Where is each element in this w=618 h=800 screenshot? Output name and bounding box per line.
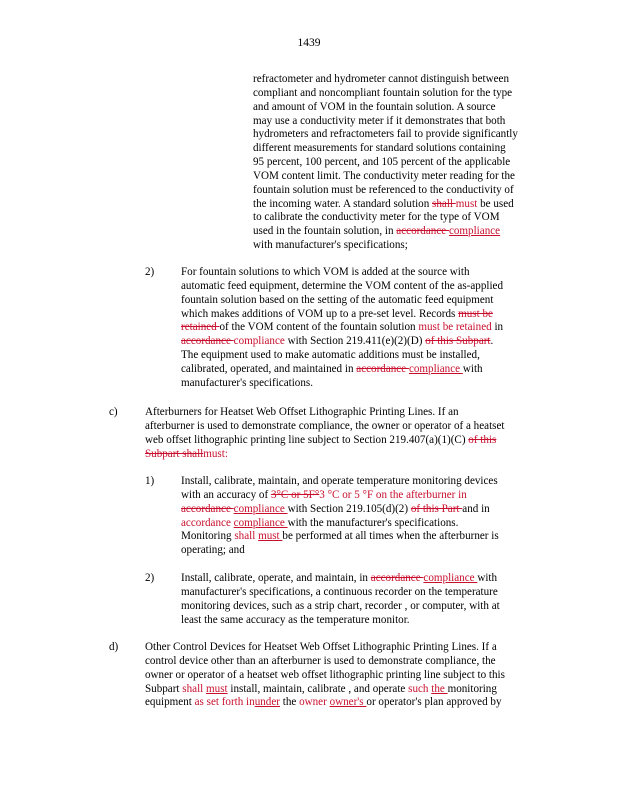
text-line: hydrometers and refractometers fail to provide significantly <box>253 128 518 141</box>
continuation-paragraph <box>253 73 518 253</box>
deleted-text: of this Part <box>410 502 463 515</box>
section-label: d) <box>109 641 119 653</box>
text-line: owner or operator of a heatset web offset lithographic printing line subject to this <box>145 668 505 681</box>
text-line: For fountain solutions to which VOM is added at the source with <box>181 266 470 278</box>
text-run: which makes additions of VOM up to a pre-set level. Records <box>181 307 459 320</box>
text-run: of the VOM content of the fountain solution <box>219 321 419 334</box>
deleted-text: must be <box>458 307 493 320</box>
deleted-text: shall <box>432 197 456 210</box>
text-run: equipment <box>145 696 195 709</box>
text-line <box>181 308 503 322</box>
text-line: to calibrate the conductivity meter for the type of VOM <box>253 211 500 224</box>
text-run: used in the fountain solution, in <box>253 225 397 238</box>
deleted-text: accordance <box>396 225 449 238</box>
deleted-text: retained <box>181 321 220 334</box>
text-line <box>145 448 504 462</box>
text-line: fountain solution based on the setting of the automatic feed equipment <box>181 293 494 306</box>
inserted-text: must: <box>203 447 228 460</box>
item-label: 2) <box>145 266 155 278</box>
inserted-text: must <box>455 197 478 210</box>
text-run: with an accuracy of <box>181 488 271 501</box>
deleted-text: 3°C or 5F° <box>270 488 320 501</box>
text-run: be used <box>477 197 514 210</box>
text-line: monitoring devices, such as a strip chart, recorder , or computer, with at <box>181 599 500 612</box>
text-run: in <box>491 321 504 334</box>
item-2-paragraph <box>181 266 503 391</box>
section-d-paragraph <box>145 641 505 710</box>
text-line <box>253 198 518 212</box>
text-run: or operator's plan approved by <box>366 696 502 709</box>
text-run: with <box>462 362 483 375</box>
text-line <box>181 530 499 544</box>
text-line <box>253 225 518 239</box>
text-run: with Section 219.411(e)(2)(D) <box>284 335 426 348</box>
item-label: 2) <box>145 572 155 584</box>
text-line <box>145 683 505 697</box>
inserted-text: under <box>254 696 280 709</box>
inserted-text: compliance <box>423 572 478 584</box>
text-run: web offset lithographic printing line subject to Section 219.407(a)(1)(C) <box>145 433 469 446</box>
inserted-text: compliance <box>233 502 288 515</box>
text-line: refractometer and hydrometer cannot distinguish between <box>253 73 509 85</box>
text-line: automatic feed equipment, determine the VOM content of the as-applied <box>181 279 504 292</box>
inserted-text: shall <box>234 530 259 543</box>
deleted-text: of this Subpart <box>425 335 491 348</box>
inserted-text: accordance <box>181 516 234 529</box>
section-c-paragraph <box>145 406 504 461</box>
text-line: Other Control Devices for Heatset Web Offset Lithographic Printing Lines. If a <box>145 641 497 653</box>
section-label: c) <box>109 406 118 418</box>
text-line: with manufacturer's specifications; <box>253 239 408 252</box>
text-line <box>181 489 499 503</box>
text-run: the incoming water. A standard solution <box>253 197 433 210</box>
inserted-text: compliance <box>448 225 501 238</box>
inserted-text: must be retained <box>418 321 492 334</box>
item-c2-paragraph <box>181 572 500 627</box>
text-line <box>181 503 499 517</box>
text-run: with Section 219.105(d)(2) <box>287 502 411 515</box>
deleted-text: Subpart shall <box>145 447 204 460</box>
text-line: manufacturer's specifications, a continuous recorder on the temperature <box>181 585 498 598</box>
inserted-text: owner <box>299 696 330 709</box>
text-line: least the same accuracy as the temperature monitor. <box>181 613 410 626</box>
text-run: monitoring <box>447 682 497 695</box>
inserted-text: compliance <box>233 335 285 348</box>
text-line: control device other than an afterburner is used to demonstrate compliance, the <box>145 654 496 667</box>
text-line: VOM content limit. The conductivity meter reading for the <box>253 169 515 182</box>
deleted-text: accordance <box>181 335 234 348</box>
deleted-text: accordance <box>181 502 234 515</box>
text-run: . <box>490 335 494 348</box>
text-line: 95 percent, 100 percent, and 105 percent of the applicable <box>253 156 511 169</box>
inserted-text: must <box>258 530 283 543</box>
inserted-text: compliance <box>233 516 288 529</box>
text-line <box>181 363 503 377</box>
text-run: be performed at all times when the afterburner is <box>282 530 499 543</box>
inserted-text: 3 °C or 5 °F on the afterburner in <box>319 488 467 501</box>
text-run: Subpart <box>145 682 183 695</box>
deleted-text: accordance <box>356 362 409 375</box>
text-line: Afterburners for Heatset Web Offset Lithographic Printing Lines. If an <box>145 406 459 418</box>
inserted-text: shall <box>182 682 207 695</box>
text-line: operating; and <box>181 544 245 557</box>
text-line: manufacturer's specifications. <box>181 376 313 389</box>
deleted-text: of this <box>468 433 497 446</box>
text-run: the <box>279 696 300 709</box>
text-line: fountain solution must be referenced to the conductivity of <box>253 183 514 196</box>
text-line: afterburner is used to demonstrate compliance, the owner or operator of a heatset <box>145 419 505 432</box>
inserted-text: such <box>408 682 432 695</box>
inserted-text: compliance <box>408 362 463 375</box>
text-run: Install, calibrate, operate, and maintain, in <box>181 572 371 584</box>
text-run: Monitoring <box>181 530 235 543</box>
text-line <box>145 696 505 710</box>
item-c1-paragraph <box>181 475 499 558</box>
text-line <box>181 517 499 531</box>
deleted-text: accordance <box>370 572 424 584</box>
inserted-text: as set forth in <box>194 696 255 709</box>
text-run: install, maintain, calibrate , and operate <box>227 682 409 695</box>
text-line: may use a conductivity meter if it demonstrates that both <box>253 114 506 127</box>
text-line: The equipment used to make automatic additions must be installed, <box>181 349 480 362</box>
text-line <box>181 321 503 335</box>
inserted-text: must <box>206 682 228 695</box>
text-line: Install, calibrate, maintain, and operate temperature monitoring devices <box>181 475 498 487</box>
inserted-text: owner's <box>329 696 367 709</box>
inserted-text: the <box>431 682 448 695</box>
text-run: with <box>477 572 498 584</box>
text-line <box>181 572 500 586</box>
text-line <box>145 434 504 448</box>
page-number: 1439 <box>297 37 321 49</box>
item-label: 1) <box>145 475 155 487</box>
text-run: with the manufacturer's specifications. <box>287 516 459 529</box>
text-line: compliant and noncompliant fountain solution for the type <box>253 86 513 99</box>
text-line: and amount of VOM in the fountain solution. A source <box>253 100 496 113</box>
text-run: and in <box>462 502 490 515</box>
text-line <box>181 335 503 349</box>
text-line: different measurements for standard solutions containing <box>253 142 506 155</box>
text-run: calibrated, operated, and maintained in <box>181 362 357 375</box>
